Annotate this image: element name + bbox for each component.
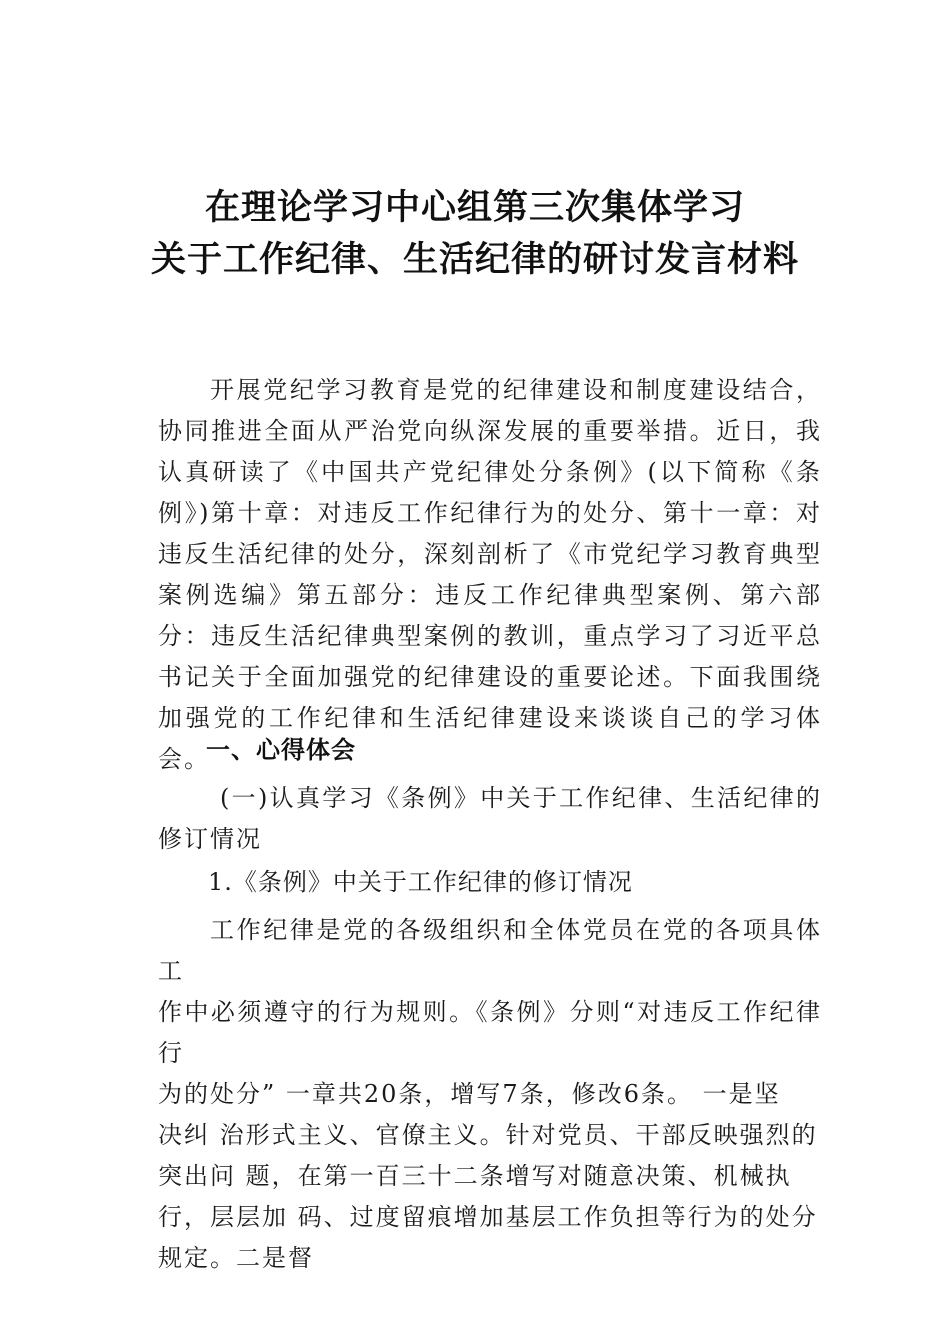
item-heading-1: 1.《条例》中关于工作纪律的修订情况	[208, 868, 633, 896]
subsection-heading-1: (一)认真学习《条例》中关于工作纪律、生活纪律的修订情况	[158, 784, 822, 853]
document-title-line-2: 关于工作纪律、生活纪律的研讨发言材料	[150, 240, 799, 280]
paragraph-line: 工作纪律是党的各级组织和全体党员在党的各项具体工	[158, 916, 822, 985]
section-heading-1: 一、心得体会	[206, 736, 356, 764]
paragraph-line: 为的处分” 一章共20条，增写7条，修改6条。 一是坚	[158, 1080, 781, 1108]
paragraph-line: 规定。二是督	[158, 1244, 314, 1272]
document-title-line-1: 在理论学习中心组第三次集体学习	[204, 188, 745, 228]
paragraph-line: 决纠 治形式主义、官僚主义。针对党员、干部反映强烈的	[158, 1121, 818, 1149]
paragraph-line: 作中必须遵守的行为规则。《条例》分则“对违反工作纪律行	[158, 998, 822, 1067]
intro-paragraph: 开展党纪学习教育是党的纪律建设和制度建设结合，协同推进全面从严治党向纵深发展的重要举措。近日，我认真研读了《中国共产党纪律处分条例》(以下简称《条例》)第十章：对违反工作纪律行为的处分、第十一章：对违反生活纪律的处分，深刻剖析了《市党纪学习教育典型案例选编》第五部分：违反工作纪律典型案例、第六部分：违反生活纪律典型案例的教训，重点学习了习近平总书记关于全面加强党的纪律建设的重要论述。下面我围绕加强党的工作纪律和生活纪律建设来谈谈自己的学习体会。	[158, 376, 822, 773]
item-1-paragraph	[158, 910, 822, 1279]
paragraph-line: 突出问 题，在第一百三十二条增写对随意决策、机械执	[158, 1162, 792, 1190]
paragraph-line: 行，层层加 码、过度留痕增加基层工作负担等行为的处分	[158, 1203, 818, 1231]
